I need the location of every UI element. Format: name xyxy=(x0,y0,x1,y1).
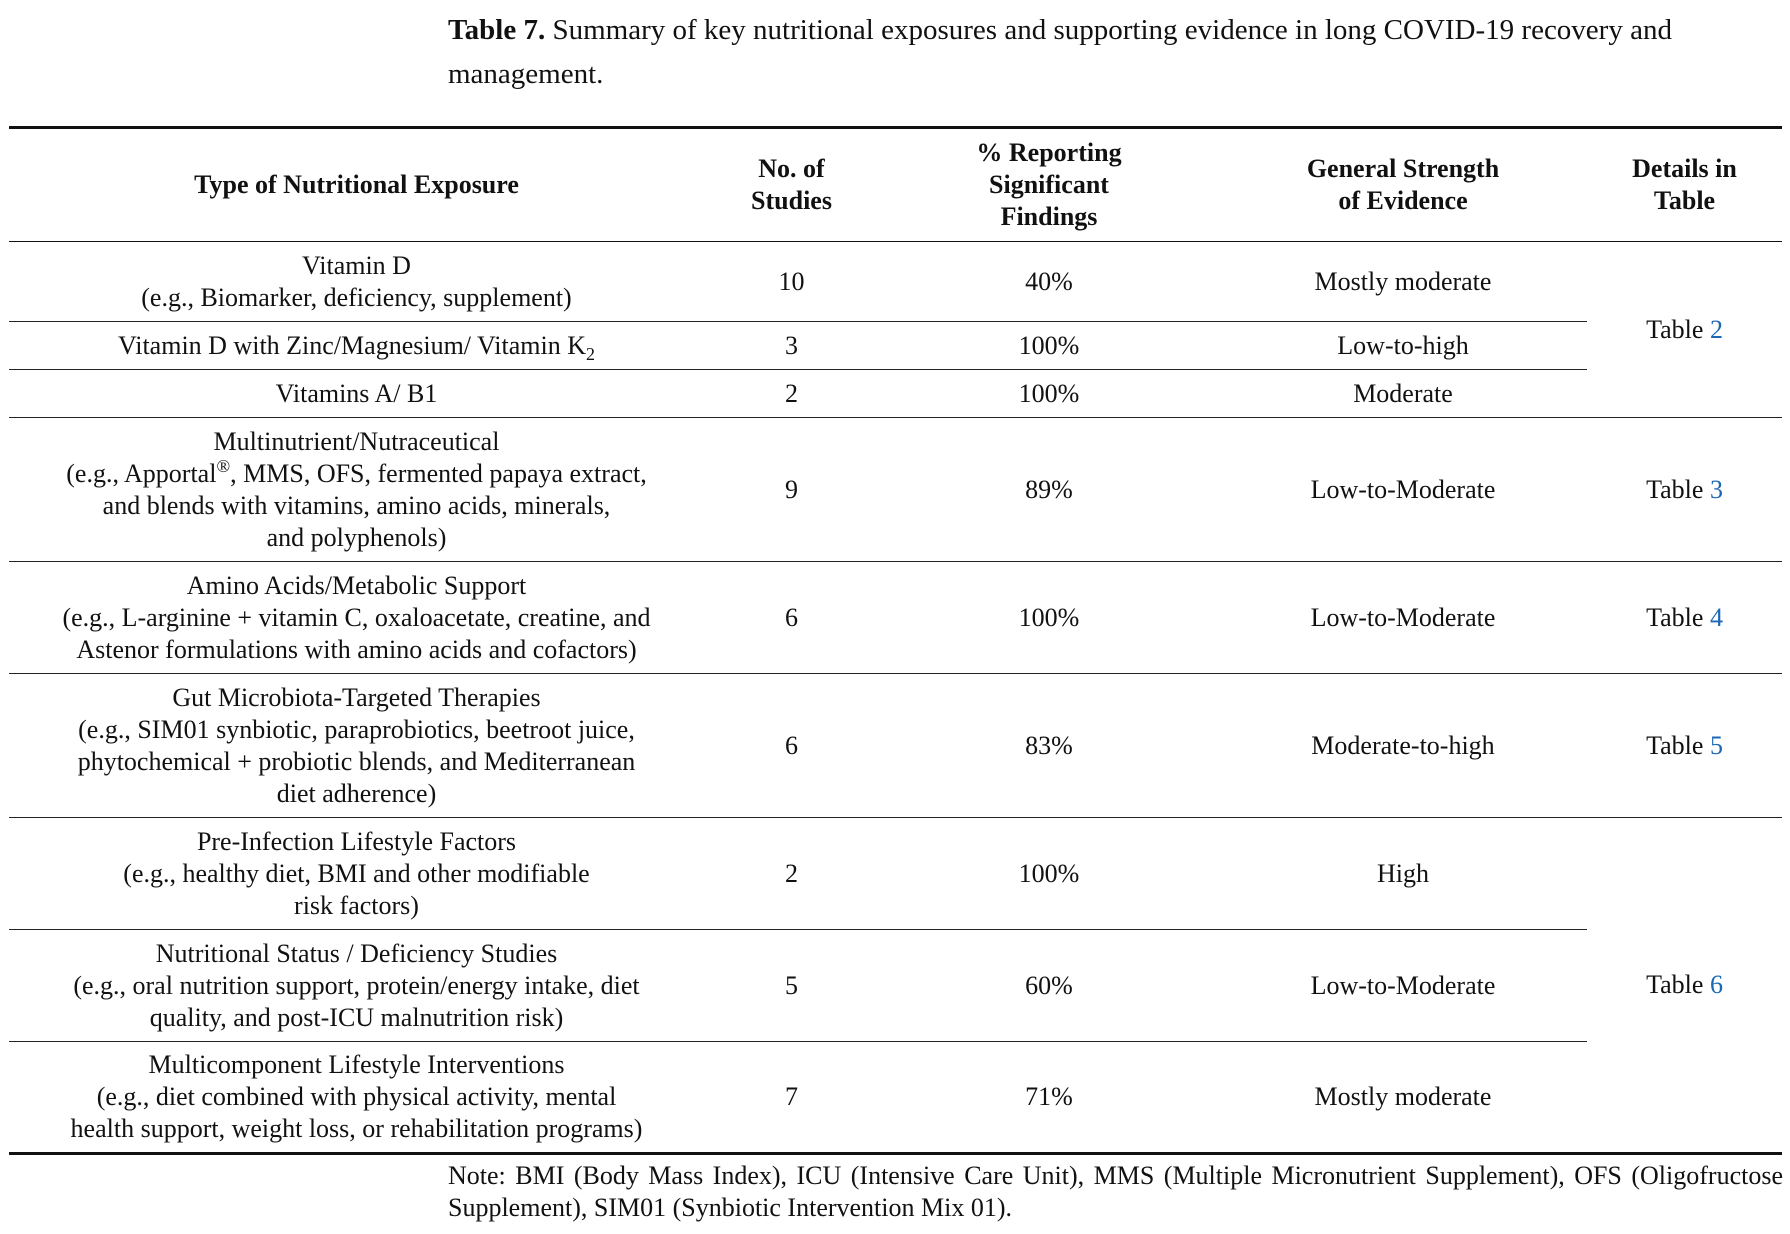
table-link[interactable]: 6 xyxy=(1709,970,1723,999)
exposure-cell: Pre-Infection Lifestyle Factors (e.g., healthy diet, BMI and other modifiable risk factors) xyxy=(123,826,590,920)
table-row xyxy=(9,562,1782,674)
exposure-cell: Gut Microbiota-Targeted Therapies (e.g., SIM01 synbiotic, paraprobiotics, beetroot juice, phytochemical + probiotic blends, and Mediterranean diet adherence) xyxy=(77,682,636,808)
header-details: Details in Table xyxy=(1632,154,1737,215)
table-link[interactable]: 2 xyxy=(1709,314,1723,344)
strength-cell: Low-to-Moderate xyxy=(1310,474,1496,504)
percent-cell: 40% xyxy=(1025,266,1073,296)
table-note: Note: BMI (Body Mass Index), ICU (Intensive Care Unit), MMS (Multiple Micronutrient Supplement), OFS (Oligofructose Supplement), SIM01 (Synbiotic Intervention Mix 01). xyxy=(448,1161,1783,1222)
details-cell: Table 6 xyxy=(1587,818,1782,1154)
table-caption xyxy=(448,8,1783,96)
table-row xyxy=(9,1042,1782,1154)
table-link[interactable]: 5 xyxy=(1709,730,1723,760)
strength-cell: Low-to-high xyxy=(1337,330,1469,360)
percent-cell: 71% xyxy=(1025,1082,1073,1111)
strength-cell: Moderate-to-high xyxy=(1311,730,1495,760)
studies-cell: 5 xyxy=(785,970,798,1000)
table-link[interactable]: 4 xyxy=(1709,602,1723,632)
strength-cell: High xyxy=(1377,858,1429,888)
details-cell: Table 2 xyxy=(1587,242,1782,418)
table-header xyxy=(9,128,1782,242)
percent-cell: 100% xyxy=(1018,330,1080,360)
evidence-table xyxy=(9,126,1782,1155)
exposure-cell: Vitamin D with Zinc/Magnesium/ Vitamin $K_2$ xyxy=(118,330,595,364)
table-link[interactable]: 3 xyxy=(1709,474,1723,504)
table-row xyxy=(9,322,1782,370)
header-percent-reporting: % Reporting Significant Findings xyxy=(976,138,1122,231)
studies-cell: 9 xyxy=(785,474,798,504)
header-exposure-type: Type of Nutritional Exposure xyxy=(194,170,519,199)
percent-cell: 89% xyxy=(1025,474,1073,504)
exposure-cell: Multicomponent Lifestyle Interventions (e.g., diet combined with physical activity, mental health support, weight loss, or rehabilitation programs) xyxy=(70,1050,643,1143)
percent-cell: 100% xyxy=(1018,378,1080,408)
header-strength: General Strength of Evidence xyxy=(1306,154,1500,215)
exposure-cell: Vitamin D (e.g., Biomarker, deficiency, supplement) xyxy=(141,250,572,312)
studies-cell: 6 xyxy=(785,602,798,632)
strength-cell: Mostly moderate xyxy=(1314,1082,1492,1111)
details-cell: Table 3 xyxy=(1587,418,1782,562)
studies-cell: 10 xyxy=(778,266,805,296)
percent-cell: 83% xyxy=(1025,730,1073,760)
exposure-cell: Nutritional Status / Deficiency Studies (e.g., oral nutrition support, protein/energy intake, diet quality, and post-ICU malnutrition risk) xyxy=(73,938,640,1032)
studies-cell: 6 xyxy=(785,730,798,760)
studies-cell: 2 xyxy=(785,378,798,408)
table-row xyxy=(9,818,1782,930)
studies-cell: 3 xyxy=(785,330,798,360)
table-row xyxy=(9,370,1782,418)
table-row xyxy=(9,242,1782,322)
exposure-cell: Amino Acids/Metabolic Support (e.g., L-arginine + vitamin C, oxaloacetate, creatine, and Astenor formulations with amino acids and cofactors) xyxy=(62,570,651,664)
details-cell: Table 4 xyxy=(1587,562,1782,674)
strength-cell: Moderate xyxy=(1353,378,1453,408)
strength-cell: Mostly moderate xyxy=(1314,266,1492,296)
percent-cell: 100% xyxy=(1018,858,1080,888)
header-num-studies: No. of Studies xyxy=(751,154,832,215)
studies-cell: 7 xyxy=(785,1082,798,1111)
exposure-cell: Vitamins A/ B1 xyxy=(275,378,438,408)
table-row xyxy=(9,418,1782,562)
studies-cell: 2 xyxy=(785,858,798,888)
table-row xyxy=(9,674,1782,818)
percent-cell: 100% xyxy=(1018,602,1080,632)
caption-text: Summary of key nutritional exposures and supporting evidence in long COVID-19 recovery and management. xyxy=(448,14,1672,90)
table-row xyxy=(9,930,1782,1042)
details-cell: Table 5 xyxy=(1587,674,1782,818)
strength-cell: Low-to-Moderate xyxy=(1310,970,1496,1000)
percent-cell: 60% xyxy=(1025,970,1073,1000)
exposure-cell: Multinutrient/Nutraceutical (e.g., Apportal®, MMS, OFS, fermented papaya extract, and blends with vitamins, amino acids, minerals, and polyphenols) xyxy=(66,426,647,552)
caption-label: Table 7. xyxy=(448,14,546,46)
strength-cell: Low-to-Moderate xyxy=(1310,602,1496,632)
